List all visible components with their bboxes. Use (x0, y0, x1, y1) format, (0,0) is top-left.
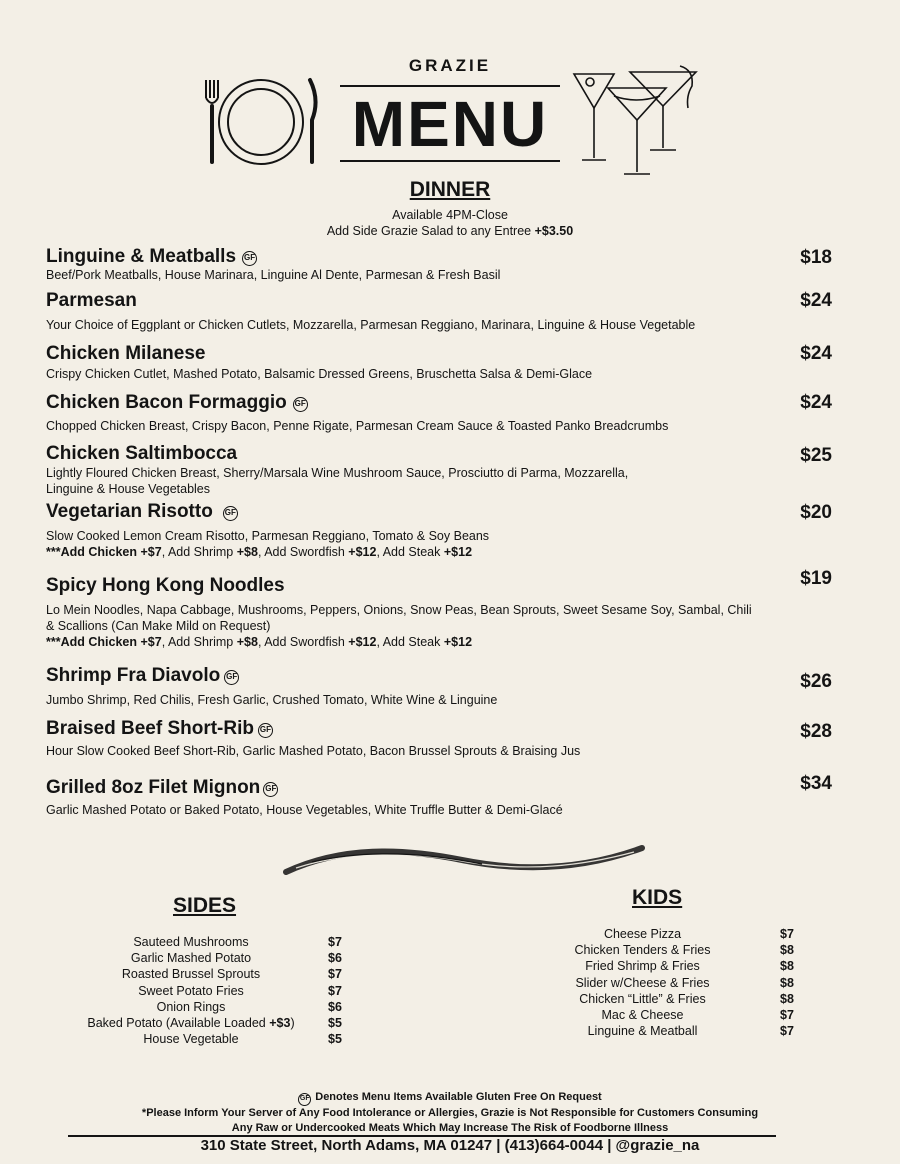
item-name: Shrimp Fra Diavolo GF (46, 665, 238, 686)
page-title: MENU (351, 88, 549, 160)
list-item: Sauteed Mushrooms (133, 935, 249, 949)
gluten-free-icon: GF (224, 670, 239, 685)
item-name: Chicken Milanese (46, 343, 206, 364)
list-item: Cheese Pizza (603, 927, 682, 941)
item-description: Hour Slow Cooked Beef Short-Rib, Garlic Mashed Potato, Bacon Brussel Sprouts & Braising Jus (46, 744, 581, 758)
list-item: Chicken “Little” & Fries (579, 991, 706, 1006)
item-name: Chicken Saltimbocca (46, 443, 238, 464)
list-item: Fried Shrimp & Fries (585, 959, 700, 974)
list-price: $6 (328, 999, 342, 1014)
gluten-free-legend: GF Denotes Menu Items Available Gluten Free On Request (0, 1091, 900, 1106)
item-name: Chicken Bacon Formaggio GF (46, 392, 306, 413)
brush-stroke-divider (282, 842, 646, 882)
item-description: Beef/Pork Meatballs, House Marinara, Linguine Al Dente, Parmesan & Fresh Basil (46, 268, 501, 282)
item-price: $24 (800, 290, 832, 311)
list-item: Roasted Brussel Sprouts (121, 967, 261, 982)
divider (340, 160, 560, 162)
list-item: Chicken Tenders & Fries (574, 943, 711, 958)
allergy-note-continued: Any Raw or Undercooked Meats Which May Increase The Risk of Foodborne Illness (231, 1122, 669, 1134)
list-price: $7 (328, 967, 342, 982)
contact-info: 310 State Street, North Adams, MA 01247 | (413)664-0044 | @grazie_na (200, 1137, 700, 1154)
section-title-sides: SIDES (173, 894, 237, 917)
list-price: $8 (780, 943, 794, 958)
item-price: $19 (800, 568, 832, 589)
list-price: $8 (780, 991, 794, 1006)
item-description: Jumbo Shrimp, Red Chilis, Fresh Garlic, Crushed Tomato, White Wine & Linguine (46, 693, 498, 707)
list-item: House Vegetable (143, 1032, 239, 1047)
list-item: Garlic Mashed Potato (130, 951, 252, 966)
item-name: Grilled 8oz Filet Mignon GF (46, 777, 277, 798)
restaurant-name: GRAZIE (408, 56, 492, 75)
gluten-free-icon: GF (242, 251, 257, 266)
item-price: $20 (800, 502, 832, 523)
item-description: Crispy Chicken Cutlet, Mashed Potato, Balsamic Dressed Greens, Bruschetta Salsa & Demi-Glace (46, 367, 593, 381)
list-price: $7 (780, 927, 794, 941)
sides-prices (328, 934, 342, 1047)
add-side-price: +$3.50 (534, 224, 574, 238)
item-name: Braised Beef Short-Rib GF (46, 718, 272, 739)
divider (340, 85, 560, 87)
list-price: $7 (780, 1024, 794, 1039)
plate-cutlery-icon (200, 76, 322, 168)
item-price: $26 (800, 671, 832, 692)
list-price: $5 (328, 1015, 342, 1030)
item-description: Garlic Mashed Potato or Baked Potato, House Vegetables, White Truffle Butter & Demi-Glacé (46, 803, 563, 817)
item-price: $18 (800, 247, 832, 268)
item-description: Chopped Chicken Breast, Crispy Bacon, Penne Rigate, Parmesan Cream Sauce & Toasted Panko Breadcrumbs (46, 419, 669, 433)
section-title-kids: KIDS (632, 886, 683, 909)
item-name: Parmesan (46, 290, 137, 311)
item-addons: ***Add Chicken +$7, Add Shrimp +$8, Add Swordfish +$12, Add Steak +$12 (46, 635, 473, 649)
gluten-free-icon: GF (293, 397, 308, 412)
item-description: Lightly Floured Chicken Breast, Sherry/Marsala Wine Mushroom Sauce, Prosciutto di Parma, Mozzarella, (46, 466, 629, 480)
item-description: Your Choice of Eggplant or Chicken Cutlets, Mozzarella, Parmesan Reggiano, Marinara, Linguine & House Vegetable (46, 318, 696, 332)
kids-list (560, 926, 725, 1039)
list-item: Slider w/Cheese & Fries (575, 975, 710, 990)
gluten-free-icon: GF (298, 1093, 311, 1106)
list-price: $7 (328, 935, 342, 949)
gluten-free-icon: GF (223, 506, 238, 521)
add-side-note (0, 224, 900, 238)
item-price: $28 (800, 721, 832, 742)
availability-text: Available 4PM-Close (392, 208, 508, 222)
item-description-continued: & Scallions (Can Make Mild on Request) (46, 619, 271, 633)
item-price: $24 (800, 343, 832, 364)
item-price: $25 (800, 445, 832, 466)
allergy-note: *Please Inform Your Server of Any Food Intolerance or Allergies, Grazie is Not Responsible for Customers Consuming (141, 1107, 759, 1119)
list-price: $7 (780, 1007, 794, 1022)
section-title-dinner: DINNER (409, 178, 491, 201)
list-item: Onion Rings (156, 999, 226, 1014)
cocktail-glasses-icon (570, 62, 702, 178)
item-price: $34 (800, 773, 832, 794)
item-name: Linguine & Meatballs GF (46, 246, 256, 267)
list-price: $7 (328, 983, 342, 998)
kids-prices (780, 926, 794, 1039)
list-item: Mac & Cheese (601, 1007, 684, 1022)
sides-list (76, 934, 306, 1047)
list-item: Sweet Potato Fries (138, 983, 244, 998)
list-price: $6 (328, 951, 342, 966)
item-addons: ***Add Chicken +$7, Add Shrimp +$8, Add Swordfish +$12, Add Steak +$12 (46, 545, 473, 559)
item-description: Slow Cooked Lemon Cream Risotto, Parmesan Reggiano, Tomato & Soy Beans (46, 529, 490, 543)
add-side-text: Add Side Grazie Salad to any Entree (326, 224, 535, 238)
list-price: $8 (780, 959, 794, 974)
item-description: Lo Mein Noodles, Napa Cabbage, Mushrooms, Peppers, Onions, Snow Peas, Bean Sprouts, Sweet Sesame Soy, Sambal, Chili (46, 603, 752, 617)
list-item: Linguine & Meatball (587, 1024, 698, 1039)
item-name: Spicy Hong Kong Noodles (46, 575, 285, 596)
list-item: Baked Potato (Available Loaded +$3) (87, 1015, 295, 1030)
item-description-continued: Linguine & House Vegetables (46, 482, 211, 496)
gluten-free-icon: GF (258, 723, 273, 738)
item-price: $24 (800, 392, 832, 413)
list-price: $5 (328, 1032, 342, 1047)
gluten-free-icon: GF (263, 782, 278, 797)
list-price: $8 (780, 975, 794, 990)
item-name: Vegetarian Risotto GF (46, 501, 236, 522)
